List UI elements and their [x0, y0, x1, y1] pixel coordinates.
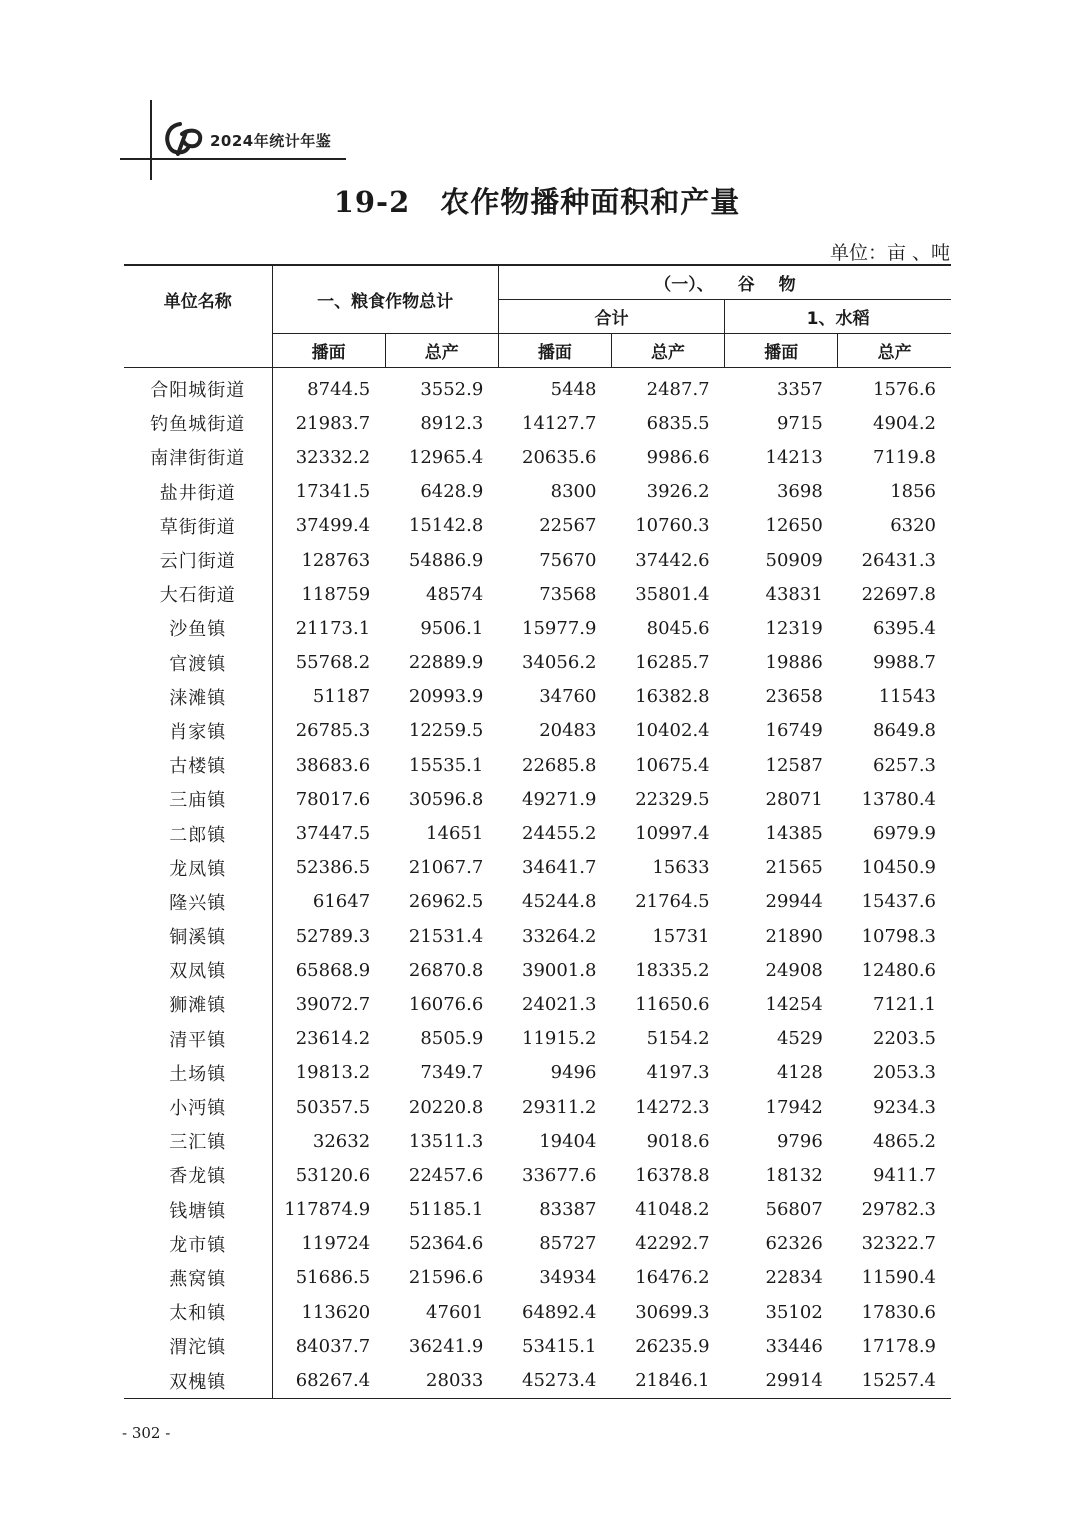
- rice-output-cell: 1576.6: [873, 378, 936, 400]
- rice-output-cell: 26431.3: [861, 549, 936, 571]
- cereal-sown-cell: 34760: [539, 686, 597, 708]
- table-row: [124, 885, 951, 919]
- unit-name-cell: 香龙镇: [169, 1166, 227, 1188]
- grain-output-cell: 22457.6: [408, 1164, 484, 1186]
- grain-output-cell: 12965.4: [408, 446, 484, 468]
- grain-output-cell: 8912.3: [420, 412, 484, 434]
- grain-output-cell: 7349.7: [420, 1062, 484, 1084]
- unit-label: 单位：亩 、吨: [829, 242, 950, 264]
- cereal-sown-cell: 34641.7: [522, 857, 597, 879]
- cereal-output-cell: 37442.6: [635, 549, 710, 571]
- grain-output-cell: 21531.4: [408, 925, 484, 947]
- table-row: [124, 406, 951, 440]
- table-row: [124, 1090, 951, 1124]
- rice-sown-cell: 12587: [765, 754, 823, 776]
- grain-sown-cell: 50357.5: [272, 1090, 385, 1124]
- unit-name-cell: 土场镇: [169, 1063, 227, 1085]
- grain-sown-cell: 51686.5: [272, 1261, 385, 1295]
- grain-sown-cell: 32332.2: [272, 440, 385, 474]
- cereal-sown-cell: 22685.8: [522, 754, 597, 776]
- unit-name-cell: 狮滩镇: [169, 995, 227, 1017]
- grain-sown-cell: 118759: [272, 577, 385, 611]
- grain-sown-cell: 61647: [272, 885, 385, 919]
- rice-output-cell: 29782.3: [861, 1199, 936, 1221]
- rice-output-cell: 6257.3: [873, 754, 936, 776]
- sown-area-header: 播面: [498, 334, 611, 368]
- rice-output-cell: 6979.9: [873, 823, 936, 845]
- cereal-sown-cell: 19404: [539, 1130, 597, 1152]
- cereal-output-cell: 26235.9: [635, 1335, 710, 1357]
- cereal-output-cell: 10675.4: [635, 754, 710, 776]
- grain-output-cell: 12259.5: [408, 720, 484, 742]
- cereal-sown-cell: 24455.2: [522, 823, 597, 845]
- grain-output-cell: 21067.7: [408, 857, 484, 879]
- cereal-output-cell: 21846.1: [611, 1363, 724, 1398]
- grain-output-cell: 8505.9: [420, 1028, 484, 1050]
- table-row: [124, 953, 951, 987]
- cereal-sown-cell: 14127.7: [522, 412, 597, 434]
- unit-name-cell: 草街街道: [159, 516, 236, 538]
- rice-output-cell: 9234.3: [873, 1096, 936, 1118]
- table-row: [124, 611, 951, 645]
- cereal-sown-cell: 45244.8: [522, 891, 597, 913]
- cereal-output-cell: 42292.7: [635, 1233, 710, 1255]
- cereal-output-cell: 10997.4: [635, 823, 710, 845]
- grain-sown-cell: 19813.2: [272, 1056, 385, 1090]
- rice-output-cell: 4904.2: [873, 412, 936, 434]
- rice-sown-cell: 14213: [765, 446, 823, 468]
- output-header: 总产: [385, 334, 498, 368]
- cereal-sown-cell: 9496: [550, 1062, 597, 1084]
- header-row-1: [124, 265, 951, 300]
- rice-sown-cell: 12650: [765, 515, 823, 537]
- table-row: [124, 368, 951, 407]
- cereal-sown-cell: 85727: [539, 1233, 597, 1255]
- cereal-output-cell: 6835.5: [646, 412, 710, 434]
- cereal-sown-cell: 34056.2: [522, 652, 597, 674]
- cereal-sown-cell: 20635.6: [522, 446, 597, 468]
- grain-sown-cell: 55768.2: [272, 646, 385, 680]
- grain-output-cell: 15142.8: [408, 515, 484, 537]
- cereal-sown-cell: 24021.3: [522, 993, 597, 1015]
- table-row: [124, 1022, 951, 1056]
- cereal-output-cell: 8045.6: [646, 617, 710, 639]
- unit-name-cell: 燕窝镇: [169, 1268, 227, 1290]
- unit-name-cell: 官渡镇: [169, 653, 227, 675]
- grain-output-cell: 6428.9: [420, 481, 484, 503]
- grain-total-header: 一、粮食作物总计: [272, 265, 498, 334]
- table-row: [124, 475, 951, 509]
- unit-name-cell: 沙鱼镇: [169, 619, 227, 641]
- header-vertical-rule: [150, 100, 152, 180]
- rice-sown-cell: 14254: [765, 993, 823, 1015]
- cereal-sown-cell: 49271.9: [522, 788, 597, 810]
- cereal-sown-cell: 83387: [539, 1199, 597, 1221]
- rice-sown-cell: 62326: [765, 1233, 823, 1255]
- cereal-output-cell: 21764.5: [635, 891, 710, 913]
- grain-sown-cell: 113620: [272, 1295, 385, 1329]
- grain-output-cell: 26870.8: [408, 959, 484, 981]
- grain-sown-cell: 68267.4: [272, 1363, 385, 1398]
- unit-name-cell: 三汇镇: [169, 1132, 227, 1154]
- rice-output-cell: 12480.6: [861, 959, 936, 981]
- grain-sown-cell: 23614.2: [272, 1022, 385, 1056]
- rice-output-cell: 10798.3: [861, 925, 936, 947]
- cereal-sown-cell: 75670: [539, 549, 597, 571]
- table-row: [124, 1329, 951, 1363]
- rice-output-cell: 17830.6: [861, 1301, 936, 1323]
- unit-name-cell: 清平镇: [169, 1029, 227, 1051]
- cereal-sown-cell: 45273.4: [498, 1363, 611, 1398]
- grain-sown-cell: 37499.4: [272, 509, 385, 543]
- table-row: [124, 543, 951, 577]
- cereal-output-cell: 15633: [652, 857, 710, 879]
- grain-sown-cell: 78017.6: [272, 782, 385, 816]
- rice-output-cell: 8649.8: [873, 720, 936, 742]
- rice-output-cell: 4865.2: [873, 1130, 936, 1152]
- grain-sown-cell: 32632: [272, 1124, 385, 1158]
- grain-output-cell: 3552.9: [420, 378, 484, 400]
- rice-output-cell: 22697.8: [861, 583, 936, 605]
- page-number: - 302 -: [122, 1424, 171, 1442]
- rice-output-cell: 9411.7: [873, 1164, 936, 1186]
- grain-sown-cell: 39072.7: [272, 987, 385, 1021]
- grain-output-cell: 30596.8: [408, 788, 484, 810]
- table-title-text: 农作物播种面积和产量: [440, 185, 741, 219]
- grain-sown-cell: 128763: [272, 543, 385, 577]
- cereal-output-cell: 18335.2: [635, 959, 710, 981]
- grain-output-cell: 52364.6: [408, 1233, 484, 1255]
- unit-name-cell: 三庙镇: [169, 790, 227, 812]
- rice-sown-cell: 4128: [776, 1062, 823, 1084]
- cereal-output-cell: 14272.3: [635, 1096, 710, 1118]
- cereal-sown-cell: 5448: [550, 378, 597, 400]
- rice-output-cell: 17178.9: [861, 1335, 936, 1357]
- rice-sown-cell: 56807: [765, 1199, 823, 1221]
- unit-name-cell: 南津街街道: [150, 448, 246, 470]
- grain-output-cell: 22889.9: [408, 652, 484, 674]
- table-row: [124, 1363, 951, 1398]
- rice-header: 1、水稻: [725, 300, 951, 334]
- grain-sown-cell: 117874.9: [272, 1193, 385, 1227]
- grain-sown-cell: 21983.7: [272, 406, 385, 440]
- cereal-sown-cell: 34934: [539, 1267, 597, 1289]
- rice-sown-cell: 23658: [765, 686, 823, 708]
- unit-name-cell: 涞滩镇: [169, 687, 227, 709]
- table-row: [124, 509, 951, 543]
- cereal-sown-cell: 39001.8: [522, 959, 597, 981]
- grain-sown-cell: 119724: [272, 1227, 385, 1261]
- cereal-sown-cell: 15977.9: [522, 617, 597, 639]
- unit-name-cell: 龙市镇: [169, 1234, 227, 1256]
- grain-sown-cell: 51187: [272, 680, 385, 714]
- table-number: 19-2: [333, 185, 411, 219]
- unit-name-cell: 小沔镇: [169, 1098, 227, 1120]
- rice-sown-cell: 29914: [725, 1363, 838, 1398]
- rice-sown-cell: 19886: [765, 652, 823, 674]
- sown-area-header: 播面: [272, 334, 385, 368]
- grain-sown-cell: 84037.7: [272, 1329, 385, 1363]
- rice-sown-cell: 3357: [776, 378, 823, 400]
- cereal-output-cell: 16382.8: [635, 686, 710, 708]
- cereal-output-cell: 10760.3: [635, 515, 710, 537]
- output-header: 总产: [838, 334, 951, 368]
- rice-sown-cell: 43831: [765, 583, 823, 605]
- rice-output-cell: 6395.4: [873, 617, 936, 639]
- table-row: [124, 1193, 951, 1227]
- table-row: [124, 1261, 951, 1295]
- cereal-sown-cell: 73568: [539, 583, 597, 605]
- table-body: [124, 368, 951, 1399]
- cereal-sown-cell: 29311.2: [522, 1096, 597, 1118]
- unit-name-cell: 古楼镇: [169, 756, 227, 778]
- unit-name-cell: 铜溪镇: [169, 927, 227, 949]
- rice-output-cell: 11590.4: [861, 1267, 936, 1289]
- rice-sown-cell: 9715: [776, 412, 823, 434]
- unit-name-header: 单位名称: [124, 265, 272, 334]
- table-row: [124, 577, 951, 611]
- cereal-sown-cell: 33264.2: [522, 925, 597, 947]
- unit-name-cell: 双槐镇: [124, 1363, 272, 1398]
- rice-sown-cell: 12319: [765, 617, 823, 639]
- cereal-subtotal-header: 合计: [498, 300, 724, 334]
- unit-name-cell: 隆兴镇: [169, 892, 227, 914]
- rice-output-cell: 1856: [890, 481, 936, 503]
- yearbook-logo-icon: [162, 118, 206, 158]
- cereal-output-cell: 16378.8: [635, 1164, 710, 1186]
- cereal-sown-cell: 22567: [539, 515, 597, 537]
- grain-sown-cell: 8744.5: [272, 368, 385, 407]
- cereal-sown-cell: 53415.1: [522, 1335, 597, 1357]
- table-row: [124, 646, 951, 680]
- cereal-output-cell: 35801.4: [635, 583, 710, 605]
- cereal-output-cell: 5154.2: [646, 1028, 710, 1050]
- unit-name-cell: 盐井街道: [159, 482, 236, 504]
- grain-output-cell: 13511.3: [408, 1130, 484, 1152]
- grain-output-cell: 20220.8: [408, 1096, 484, 1118]
- rice-sown-cell: 35102: [765, 1301, 823, 1323]
- cereal-output-cell: 3926.2: [646, 481, 710, 503]
- rice-sown-cell: 29944: [765, 891, 823, 913]
- grain-sown-cell: 52789.3: [272, 919, 385, 953]
- rice-output-cell: 2203.5: [873, 1028, 936, 1050]
- rice-output-cell: 32322.7: [861, 1233, 936, 1255]
- grain-output-cell: 20993.9: [408, 686, 484, 708]
- grain-output-cell: 15535.1: [408, 754, 484, 776]
- grain-output-cell: 54886.9: [408, 549, 484, 571]
- unit-name-cell: 合阳城街道: [150, 380, 246, 402]
- table-row: [124, 782, 951, 816]
- rice-output-cell: 11543: [878, 686, 936, 708]
- unit-name-cell: 太和镇: [169, 1303, 227, 1325]
- grain-output-cell: 36241.9: [408, 1335, 484, 1357]
- unit-name-cell: 双凤镇: [169, 961, 227, 983]
- table-row: [124, 1124, 951, 1158]
- rice-output-cell: 10450.9: [861, 857, 936, 879]
- unit-name-cell: 二郎镇: [169, 824, 227, 846]
- cereal-output-cell: 9018.6: [646, 1130, 710, 1152]
- grain-output-cell: 28033: [385, 1363, 498, 1398]
- rice-sown-cell: 50909: [765, 549, 823, 571]
- table-row: [124, 1295, 951, 1329]
- cereal-output-cell: 10402.4: [635, 720, 710, 742]
- output-header: 总产: [611, 334, 724, 368]
- table-row: [124, 1056, 951, 1090]
- table-row: [124, 748, 951, 782]
- unit-name-cell: 钓鱼城街道: [150, 414, 246, 436]
- header-row-3: [124, 334, 951, 368]
- grain-output-cell: 16076.6: [408, 993, 484, 1015]
- cereal-output-cell: 15731: [652, 925, 710, 947]
- rice-output-cell: 13780.4: [861, 788, 936, 810]
- crop-statistics-table: [124, 264, 951, 1399]
- rice-sown-cell: 24908: [765, 959, 823, 981]
- grain-sown-cell: 38683.6: [272, 748, 385, 782]
- grain-sown-cell: 65868.9: [272, 953, 385, 987]
- rice-sown-cell: 17942: [765, 1096, 823, 1118]
- rice-output-cell: 7121.1: [873, 993, 936, 1015]
- unit-name-cell: 龙凤镇: [169, 858, 227, 880]
- table-row: [124, 680, 951, 714]
- unit-name-cell: 大石街道: [159, 585, 236, 607]
- grain-output-cell: 26962.5: [408, 891, 484, 913]
- cereal-output-cell: 2487.7: [646, 378, 710, 400]
- cereal-sown-cell: 33677.6: [522, 1164, 597, 1186]
- grain-output-cell: 48574: [426, 583, 484, 605]
- grain-output-cell: 9506.1: [420, 617, 484, 639]
- table-row: [124, 987, 951, 1021]
- unit-name-cell: 渭沱镇: [169, 1337, 227, 1359]
- rice-output-cell: 2053.3: [873, 1062, 936, 1084]
- rice-sown-cell: 14385: [765, 823, 823, 845]
- rice-output-cell: 6320: [890, 515, 936, 537]
- yearbook-title: 2024年统计年鉴: [210, 132, 332, 150]
- rice-sown-cell: 4529: [776, 1028, 823, 1050]
- rice-sown-cell: 21565: [765, 857, 823, 879]
- unit-name-cell: 肖家镇: [169, 721, 227, 743]
- unit-name-cell: 云门街道: [159, 551, 236, 573]
- grain-sown-cell: 26785.3: [272, 714, 385, 748]
- rice-sown-cell: 21890: [765, 925, 823, 947]
- yearbook-logo-area: [120, 100, 350, 180]
- rice-output-cell: 7119.8: [873, 446, 936, 468]
- rice-sown-cell: 3698: [776, 481, 823, 503]
- rice-output-cell: 15257.4: [838, 1363, 951, 1398]
- cereal-sown-cell: 64892.4: [522, 1301, 597, 1323]
- rice-sown-cell: 16749: [765, 720, 823, 742]
- cereal-output-cell: 4197.3: [646, 1062, 710, 1084]
- cereal-output-cell: 11650.6: [635, 993, 710, 1015]
- table-row: [124, 816, 951, 850]
- header-horizontal-rule: [120, 158, 346, 160]
- table-row: [124, 714, 951, 748]
- rice-sown-cell: 33446: [765, 1335, 823, 1357]
- table-title: [0, 180, 1074, 221]
- grain-sown-cell: 21173.1: [272, 611, 385, 645]
- cereal-sown-cell: 11915.2: [522, 1028, 597, 1050]
- table-row: [124, 919, 951, 953]
- rice-sown-cell: 28071: [765, 788, 823, 810]
- grain-sown-cell: 52386.5: [272, 851, 385, 885]
- grain-sown-cell: 53120.6: [272, 1158, 385, 1192]
- cereal-output-cell: 30699.3: [635, 1301, 710, 1323]
- grain-output-cell: 14651: [426, 823, 484, 845]
- cereal-output-cell: 16476.2: [635, 1267, 710, 1289]
- cereal-output-cell: 9986.6: [646, 446, 710, 468]
- grain-output-cell: 47601: [426, 1301, 484, 1323]
- grain-sown-cell: 37447.5: [272, 816, 385, 850]
- rice-output-cell: 15437.6: [861, 891, 936, 913]
- cereal-output-cell: 16285.7: [635, 652, 710, 674]
- sown-area-header: 播面: [725, 334, 838, 368]
- grain-output-cell: 21596.6: [408, 1267, 484, 1289]
- unit-name-header-blank: [124, 334, 272, 368]
- table-row: [124, 1158, 951, 1192]
- cereal-output-cell: 22329.5: [635, 788, 710, 810]
- cereal-sown-cell: 20483: [539, 720, 597, 742]
- cereal-output-cell: 41048.2: [635, 1199, 710, 1221]
- cereal-sown-cell: 8300: [550, 481, 597, 503]
- rice-sown-cell: 22834: [765, 1267, 823, 1289]
- table-row: [124, 440, 951, 474]
- grain-output-cell: 51185.1: [408, 1199, 484, 1221]
- grain-sown-cell: 17341.5: [272, 475, 385, 509]
- unit-name-cell: 钱塘镇: [169, 1200, 227, 1222]
- rice-sown-cell: 18132: [765, 1164, 823, 1186]
- cereal-header: （一）、 谷 物: [498, 265, 951, 300]
- table-row: [124, 1227, 951, 1261]
- rice-output-cell: 9988.7: [873, 652, 936, 674]
- table-row: [124, 851, 951, 885]
- rice-sown-cell: 9796: [776, 1130, 823, 1152]
